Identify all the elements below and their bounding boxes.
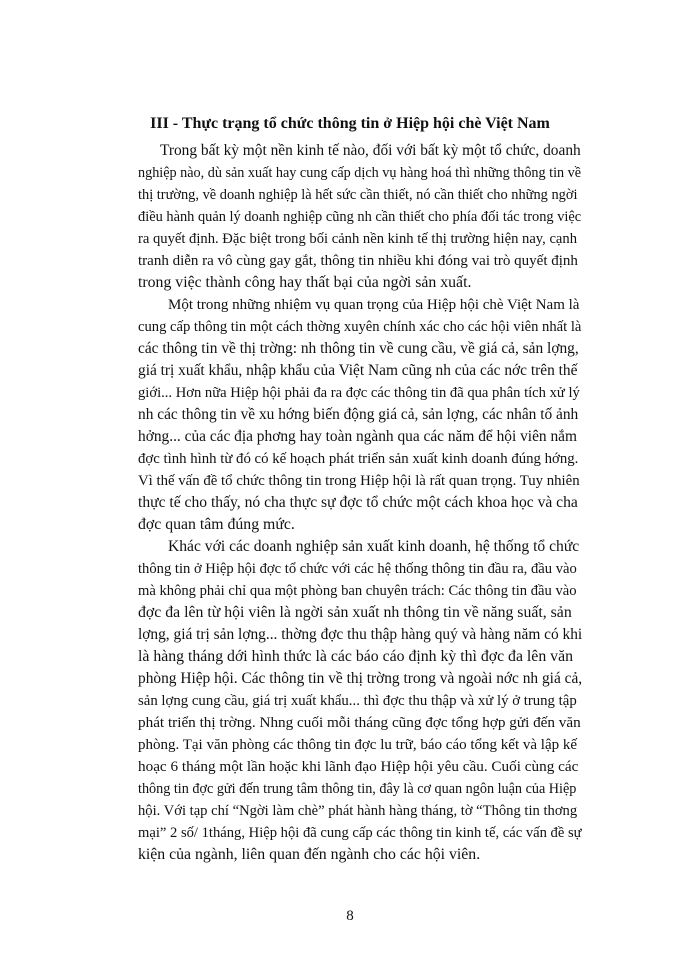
- body-text-line: nh các thông tin về xu hớng biến động giá cả, sản lợng, các nhân tố ảnh: [138, 406, 579, 423]
- body-text-line: Một trong những nhiệm vụ quan trọng của Hiệp hội chè Việt Nam là: [168, 297, 580, 313]
- body-text-line: phát triển thị trờng. Nhng cuối mỗi tháng cũng đợc tổng hợp gửi đến văn: [138, 714, 581, 731]
- body-text-line: là hàng tháng dới hình thức là các báo cáo định kỳ thì đợc đa lên văn: [138, 648, 573, 665]
- section-heading: III - Thực trạng tổ chức thông tin ở Hiệp hội chè Việt Nam: [150, 115, 550, 132]
- body-text-line: nghiệp nào, dù sản xuất hay cung cấp dịch vụ hàng hoá thì những thông tin về: [138, 165, 582, 181]
- body-text-line: đợc tình hình từ đó có kế hoạch phát triển sản xuất kinh doanh đúng hớng.: [138, 451, 579, 467]
- body-text-line: hoạc 6 tháng một lần hoặc khi lãnh đạo Hiệp hội yêu cầu. Cuối cùng các: [138, 758, 579, 775]
- body-text-line: tranh diễn ra vô cùng gay gắt, thông tin nhiều khi đóng vai trò quyết định: [138, 253, 578, 269]
- body-text-line: Khác với các doanh nghiệp sản xuất kinh doanh, hệ thống tổ chức: [168, 538, 580, 555]
- body-text-line: mại” 2 số/ 1tháng, Hiệp hội đã cung cấp các thông tin kinh tế, các vấn đề sự: [138, 825, 582, 841]
- body-text-line: hởng... của các địa phơng hay toàn ngành qua các năm để hội viên nắm: [138, 428, 577, 445]
- body-text-line: giá trị xuất khẩu, nhập khẩu của Việt Nam cũng nh của các nớc trên thế: [138, 362, 578, 379]
- body-text-line: thông tin đợc gửi đến trung tâm thông tin, đây là cơ quan ngôn luận của Hiệp: [138, 781, 577, 797]
- body-text-line: sản lợng cung cầu, giá trị xuất khẩu... thì đợc thu thập và xử lý ở trung tập: [138, 693, 577, 709]
- body-text-line: hội. Với tạp chí “Ngời làm chè” phát hành hàng tháng, tờ “Thông tin thơng: [138, 803, 578, 819]
- body-text-line: lợng, giá trị sản lợng... thờng đợc thu thập hàng quý và hàng năm có khi: [138, 626, 583, 643]
- body-text-line: cung cấp thông tin một cách thờng xuyên chính xác cho các hội viên nhất là: [138, 319, 582, 335]
- body-text-line: Vì thế vấn đề tổ chức thông tin trong Hiệp hội là rất quan trọng. Tuy nhiên: [138, 473, 580, 489]
- body-text-line: thị trường, về doanh nghiệp là hết sức cần thiết, nó cần thiết cho những ngời: [138, 187, 578, 203]
- body-text-line: các thông tin về thị trờng: nh thông tin về cung cầu, về giá cả, sản lợng,: [138, 340, 579, 357]
- body-text-line: giới... Hơn nữa Hiệp hội phải đa ra đợc các thông tin đã qua phân tích xử lý: [138, 385, 580, 401]
- body-text-line: kiện của ngành, liên quan đến ngành cho các hội viên.: [138, 846, 481, 863]
- body-text-line: đợc đa lên từ hội viên là ngời sản xuất nh thông tin về năng suất, sản: [138, 604, 572, 621]
- body-text-line: Trong bất kỳ một nền kinh tế nào, đối với bất kỳ một tổ chức, doanh: [160, 142, 581, 159]
- body-text-line: trong việc thành công hay thất bại của ngời sản xuất.: [138, 274, 472, 291]
- body-text-line: phòng. Tại văn phòng các thông tin đợc lu trữ, báo cáo tổng kết và lập kế: [138, 737, 578, 753]
- body-text-line: mà không phải chỉ qua một phòng ban chuyên trách: Các thông tin đầu vào: [138, 583, 577, 599]
- body-text-line: ra quyết định. Đặc biệt trong bối cảnh nền kinh tế thị trường hiện nay, cạnh: [138, 231, 577, 247]
- body-text-line: đợc quan tâm đúng mức.: [138, 516, 295, 533]
- body-text-line: thực tế cho thấy, nó cha thực sự đợc tổ chức một cách khoa học và cha: [138, 494, 578, 511]
- body-text-line: phòng Hiệp hội. Các thông tin về thị trờng trong và ngoài nớc nh giá cả,: [138, 670, 583, 687]
- body-text-line: điều hành quản lý doanh nghiệp cũng nh cần thiết cho phía đối tác trong việc: [138, 209, 582, 225]
- body-text-line: thông tin ở Hiệp hội đợc tổ chức với các hệ thống thông tin đầu ra, đầu vào: [138, 561, 577, 577]
- page-number: 8: [346, 908, 354, 924]
